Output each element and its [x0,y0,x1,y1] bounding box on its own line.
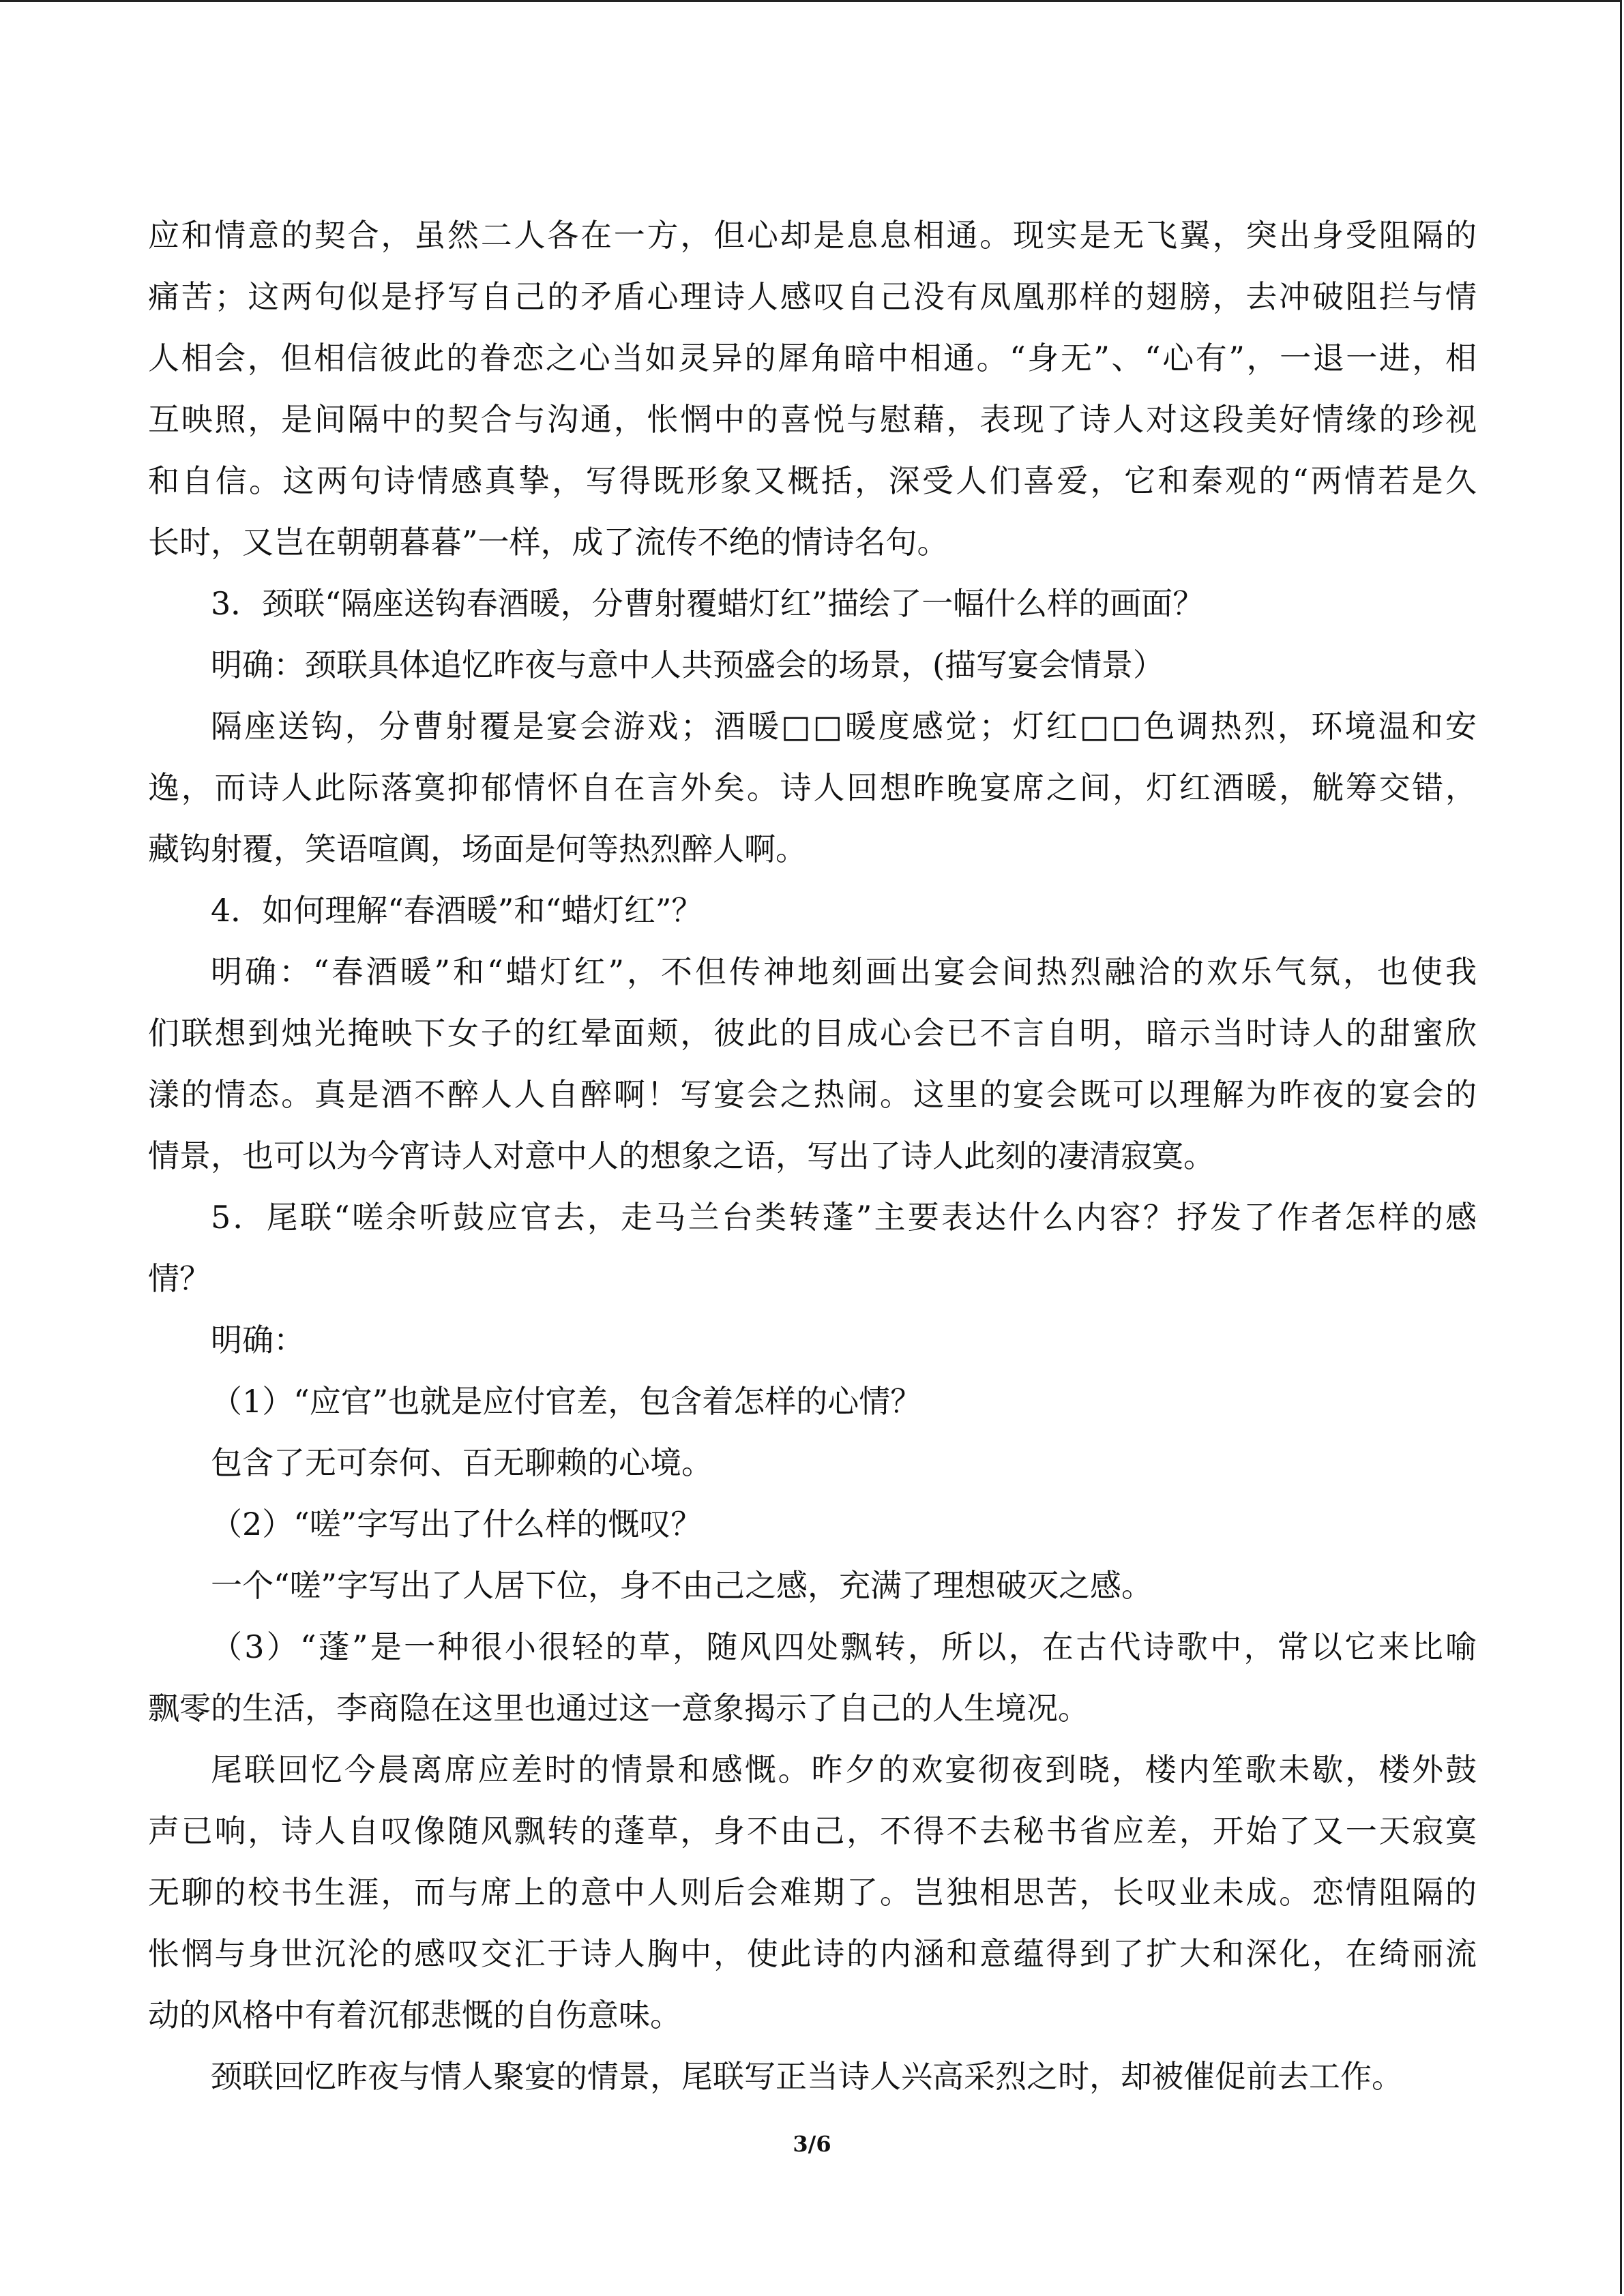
text-line: 尾联回忆今晨离席应差时的情景和感慨。昨夕的欢宴彻夜到晓，楼内笙歌未歇，楼外鼓 [211,1751,1477,1788]
text-line: 藏钩射覆，笑语喧阗，场面是何等热烈醉人啊。 [148,831,807,867]
text-line: 飘零的生活，李商隐在这里也通过这一意象揭示了自己的人生境况。 [148,1690,1089,1727]
sub-question: （2）“嗟”字写出了什么样的慨叹？ [211,1506,703,1542]
text-line: 和自信。这两句诗情感真挚，写得既形象又概括，深受人们喜爱，它和秦观的“两情若是久 [148,462,1477,499]
text-line: 人相会，但相信彼此的眷恋之心当如灵异的犀角暗中相通。“身无”、“心有”，一退一进，相 [148,340,1477,376]
text-line: 们联想到烛光掩映下女子的红晕面颊，彼此的目成心会已不言自明，暗示当时诗人的甜蜜欣 [148,1015,1477,1052]
text-line: 动的风格中有着沉郁悲慨的自伤意味。 [148,1997,681,2033]
answer-line: 明确： [211,1322,305,1358]
text-line: 颈联回忆昨夜与情人聚宴的情景，尾联写正当诗人兴高采烈之时，却被催促前去工作。 [211,2058,1403,2095]
text-line: 无聊的校书生涯，而与席上的意中人则后会难期了。岂独相思苦，长叹业未成。恋情阻隔的 [148,1874,1477,1911]
text-line: 长时，又岂在朝朝暮暮”一样，成了流传不绝的情诗名句。 [148,524,949,561]
text-line: 情？ [148,1260,211,1297]
question-heading: 5．尾联“嗟余听鼓应官去，走马兰台类转蓬”主要表达什么内容？抒发了作者怎样的感 [211,1199,1477,1236]
text-line: 应和情意的契合，虽然二人各在一方，但心却是息息相通。现实是无飞翼，突出身受阻隔的 [148,217,1477,254]
sub-question: （3）“蓬”是一种很小很轻的草，随风四处飘转，所以，在古代诗歌中，常以它来比喻 [211,1628,1477,1665]
question-heading: 3．颈联“隔座送钩春酒暖，分曹射覆蜡灯红”描绘了一幅什么样的画面？ [211,585,1205,622]
question-heading: 4．如何理解“春酒暖”和“蜡灯红”？ [211,892,703,929]
document-body [148,205,1477,2107]
text-line: 怅惘与身世沉沦的感叹交汇于诗人胸中，使此诗的内涵和意蕴得到了扩大和深化，在绮丽流 [148,1935,1477,1972]
text-line: 漾的情态。真是酒不醉人人自醉啊！写宴会之热闹。这里的宴会既可以理解为昨夜的宴会的 [148,1076,1477,1113]
answer-line: 明确：颈联具体追忆昨夜与意中人共预盛会的场景，(描写宴会情景） [211,646,1164,683]
answer-line: 明确：“春酒暖”和“蜡灯红”，不但传神地刻画出宴会间热烈融洽的欢乐气氛，也使我 [211,953,1477,990]
sub-question: （1）“应官”也就是应付官差，包含着怎样的心情？ [211,1383,922,1420]
page-number: 3/6 [793,2131,831,2157]
text-line: 隔座送钩，分曹射覆是宴会游戏；酒暖□□暖度感觉；灯红□□色调热烈，环境温和安 [211,708,1477,745]
text-line: 一个“嗟”字写出了人居下位，身不由己之感，充满了理想破灭之感。 [211,1567,1153,1604]
text-line: 情景，也可以为今宵诗人对意中人的想象之语，写出了诗人此刻的凄清寂寞。 [148,1137,1215,1174]
text-line: 声已响，诗人自叹像随风飘转的蓬草，身不由己，不得不去秘书省应差，开始了又一天寂寞 [148,1813,1477,1849]
text-line: 逸，而诗人此际落寞抑郁情怀自在言外矣。诗人回想昨晚宴席之间，灯红酒暖，觥筹交错， [148,769,1477,806]
text-line: 互映照，是间隔中的契合与沟通，怅惘中的喜悦与慰藉，表现了诗人对这段美好情缘的珍视 [148,401,1477,438]
text-line: 包含了无可奈何、百无聊赖的心境。 [211,1444,713,1481]
text-line: 痛苦；这两句似是抒写自己的矛盾心理诗人感叹自己没有凤凰那样的翅膀，去冲破阻拦与情 [148,278,1477,315]
